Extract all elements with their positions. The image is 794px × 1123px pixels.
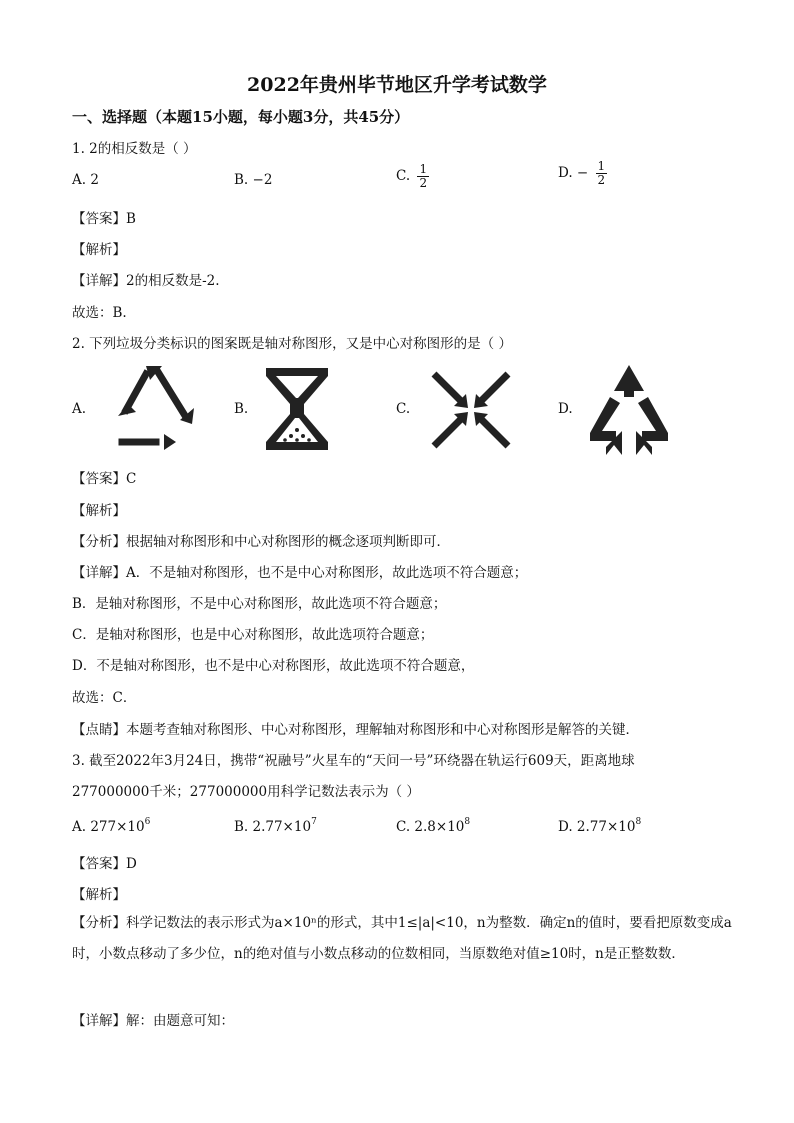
q1-option-c-label: C.	[396, 168, 411, 184]
q1-option-a: A. 2	[72, 172, 99, 188]
four-arrows-inward-icon	[428, 368, 514, 452]
q2-answer: 【答案】C	[72, 471, 137, 487]
q1-option-d-fraction	[596, 160, 608, 187]
q2-option-a-label: A.	[72, 401, 87, 417]
q3-option-c-base: C. 2.8×10	[396, 819, 465, 835]
fraction-denominator: 2	[597, 173, 606, 187]
q2-option-d-label: D.	[558, 401, 573, 417]
q3-option-d-base: D. 2.77×10	[558, 819, 636, 835]
q1-answer: 【答案】B	[72, 211, 136, 227]
q2-option-b-label: B.	[234, 401, 249, 417]
q1-option-d	[558, 160, 607, 187]
q1-option-b: B. −2	[234, 172, 273, 188]
q1-choose: 故选：B.	[72, 305, 127, 321]
q1-option-d-label: D. −	[558, 165, 589, 181]
q2-analysis: 【分析】根据轴对称图形和中心对称图形的概念逐项判断即可．	[72, 534, 450, 550]
page-title: 2022年贵州毕节地区升学考试数学	[247, 74, 547, 96]
hourglass-flask-icon	[262, 364, 332, 454]
q3-option-b-base: B. 2.77×10	[234, 819, 312, 835]
q3-jiexi: 【解析】	[72, 887, 126, 903]
q2-detail-b: B．是轴对称图形，不是中心对称图形，故此选项不符合题意；	[72, 596, 447, 612]
q3-stem-line1: 3. 截至2022年3月24日，携带“祝融号”火星车的“天问一号”环绕器在轨运行609天，距离地球	[72, 753, 635, 769]
recycle-arrows-icon	[586, 363, 672, 457]
q2-detail-c: C．是轴对称图形，也是中心对称图形，故此选项符合题意；	[72, 627, 434, 643]
section-heading: 一、选择题（本题15小题，每小题3分，共45分）	[72, 108, 410, 126]
q1-option-c-fraction	[417, 163, 429, 190]
q3-option-d	[558, 817, 641, 835]
q1-option-c	[396, 163, 429, 190]
q2-dianjing: 【点睛】本题考查轴对称图形、中心对称图形，理解轴对称图形和中心对称图形是解答的关键．	[72, 722, 639, 738]
q2-option-c-label: C.	[396, 401, 411, 417]
q2-detail-a: 【详解】A．不是轴对称图形，也不是中心对称图形，故此选项不符合题意；	[72, 565, 528, 581]
q3-option-c-exponent: 8	[464, 817, 471, 827]
q2-stem: 2. 下列垃圾分类标识的图案既是轴对称图形，又是中心对称图形的是（ ）	[72, 336, 512, 352]
q3-option-a	[72, 817, 150, 835]
q3-option-b	[234, 817, 317, 835]
q2-jiexi: 【解析】	[72, 503, 126, 519]
q3-stem-line2: 277000000千米；277000000用科学记数法表示为（ ）	[72, 784, 420, 800]
q3-answer: 【答案】D	[72, 856, 137, 872]
q3-option-a-base: A. 277×10	[72, 819, 145, 835]
q2-detail-d: D．不是轴对称图形，也不是中心对称图形，故此选项不符合题意，	[72, 658, 475, 674]
q3-option-c	[396, 817, 470, 835]
q1-jiexi: 【解析】	[72, 242, 126, 258]
q2-choose: 故选：C．	[72, 690, 137, 706]
q3-detail: 【详解】解：由题意可知：	[72, 1013, 234, 1029]
q3-option-d-exponent: 8	[635, 817, 642, 827]
q3-option-a-exponent: 6	[144, 817, 151, 827]
recycle-triangle-icon	[106, 364, 202, 450]
fraction-numerator: 1	[419, 162, 428, 176]
q3-analysis: 【分析】科学记数法的表示形式为a×10ⁿ的形式，其中1≤|a|<10，n为整数．确定n的值时，要看把原数变成a时，小数点移动了多少位，n的绝对值与小数点移动的位数相同，当原数绝对值≥10时，n是正整数数．	[72, 915, 732, 962]
fraction-denominator: 2	[419, 176, 428, 190]
fraction-numerator: 1	[597, 159, 606, 173]
q3-option-b-exponent: 7	[311, 817, 317, 827]
q1-stem: 1. 2的相反数是（ ）	[72, 141, 197, 157]
q1-detail: 【详解】2的相反数是-2.	[72, 273, 220, 289]
